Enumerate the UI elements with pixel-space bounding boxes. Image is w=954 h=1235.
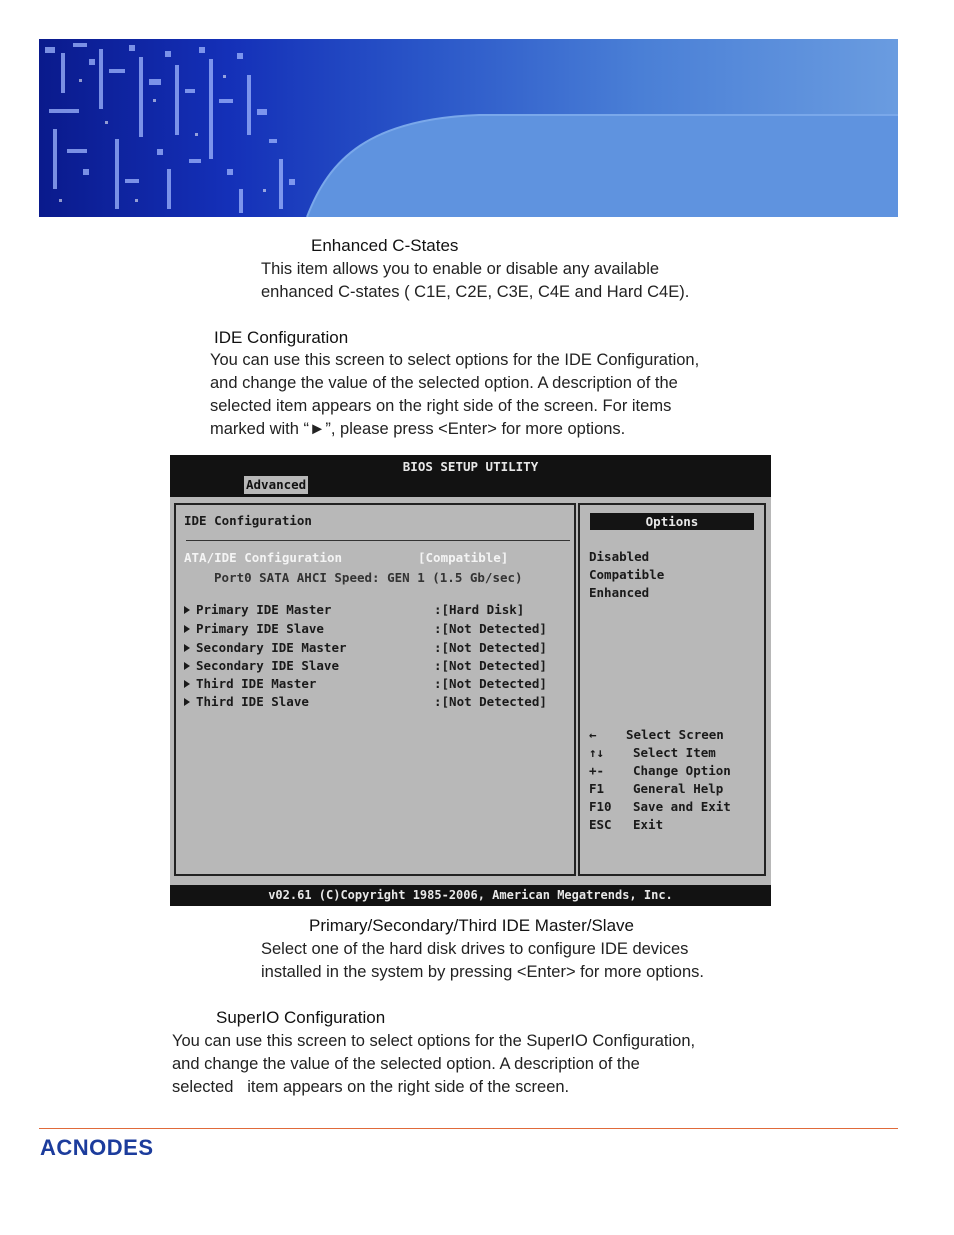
key-desc: General Help: [633, 781, 724, 796]
drive-item-secondary-master[interactable]: Secondary IDE Master: [184, 640, 347, 655]
paragraph-line: and change the value of the selected option. A description of the: [172, 1055, 640, 1073]
option-item[interactable]: Disabled: [589, 549, 650, 564]
paragraph-line: selected item appears on the right side of the screen.: [172, 1078, 570, 1096]
header-banner: [39, 39, 898, 217]
key-name: F10: [589, 799, 612, 814]
brand-logo-icon: [40, 1135, 200, 1161]
drive-item-third-slave[interactable]: Third IDE Slave: [184, 694, 309, 709]
drive-value: :[Not Detected]: [434, 640, 547, 655]
paragraph-line: This item allows you to enable or disable any available: [261, 260, 660, 278]
brand-name: ACNODES: [40, 1135, 154, 1160]
bios-main-panel: [174, 503, 576, 876]
key-name: +-: [589, 763, 605, 778]
drive-value: :[Not Detected]: [434, 621, 547, 636]
ata-ide-config-label[interactable]: ATA/IDE Configuration: [184, 550, 343, 565]
submenu-arrow-icon: [184, 680, 190, 688]
footer-divider: [39, 1128, 898, 1129]
key-desc: Change Option: [633, 763, 731, 778]
drive-item-primary-master[interactable]: Primary IDE Master: [184, 602, 331, 617]
section-heading: IDE Configuration: [214, 328, 349, 347]
key-desc: Select Screen: [626, 727, 724, 742]
drive-value: :[Not Detected]: [434, 676, 547, 691]
section-heading: Primary/Secondary/Third IDE Master/Slave: [309, 916, 634, 935]
paragraph-line: selected item appears on the right side of the screen. For items: [210, 397, 672, 415]
option-item[interactable]: Compatible: [589, 567, 665, 582]
tab-advanced[interactable]: Advanced: [246, 477, 307, 492]
key-name: ←: [589, 727, 597, 742]
options-header: Options: [590, 513, 754, 530]
bios-help-panel: [578, 503, 766, 876]
circuit-board-graphic: [39, 39, 898, 217]
key-desc: Save and Exit: [633, 799, 731, 814]
submenu-arrow-icon: [184, 698, 190, 706]
key-desc: Select Item: [633, 745, 716, 760]
paragraph-line: You can use this screen to select options for the SuperIO Configuration,: [172, 1032, 696, 1050]
key-name: ↑↓: [589, 745, 605, 760]
key-desc: Exit: [633, 817, 664, 832]
drive-item-primary-slave[interactable]: Primary IDE Slave: [184, 621, 324, 636]
ata-ide-config-value[interactable]: [Compatible]: [418, 550, 509, 565]
paragraph-line: marked with “►”, please press <Enter> for more options.: [210, 420, 626, 438]
key-name: F1: [589, 781, 605, 796]
key-name: ESC: [589, 817, 612, 832]
drive-item-third-master[interactable]: Third IDE Master: [184, 676, 316, 691]
acnodes-logo: [40, 1135, 200, 1166]
bios-copyright-bar: v02.61 (C)Copyright 1985-2006, American Megatrends, Inc.: [170, 885, 771, 906]
submenu-arrow-icon: [184, 662, 190, 670]
submenu-arrow-icon: [184, 644, 190, 652]
paragraph-line: enhanced C-states ( C1E, C2E, C3E, C4E and Hard C4E).: [261, 283, 690, 301]
submenu-arrow-icon: [184, 625, 190, 633]
panel-title: IDE Configuration: [184, 513, 312, 528]
panel-divider: [186, 540, 570, 541]
drive-value: :[Not Detected]: [434, 694, 547, 709]
drive-value: :[Not Detected]: [434, 658, 547, 673]
paragraph-line: Select one of the hard disk drives to configure IDE devices: [261, 940, 689, 958]
paragraph-line: installed in the system by pressing <Enter> for more options.: [261, 963, 704, 981]
port-speed-info: Port0 SATA AHCI Speed: GEN 1 (1.5 Gb/sec): [214, 570, 523, 585]
paragraph-line: and change the value of the selected option. A description of the: [210, 374, 678, 392]
bios-screenshot: [170, 455, 771, 906]
drive-item-secondary-slave[interactable]: Secondary IDE Slave: [184, 658, 339, 673]
paragraph-line: You can use this screen to select options for the IDE Configuration,: [210, 351, 700, 369]
submenu-arrow-icon: [184, 606, 190, 614]
bios-title: BIOS SETUP UTILITY: [402, 459, 539, 474]
option-item[interactable]: Enhanced: [589, 585, 650, 600]
section-heading: SuperIO Configuration: [216, 1008, 386, 1027]
section-heading: Enhanced C-States: [311, 236, 459, 255]
drive-value: :[Hard Disk]: [434, 602, 525, 617]
